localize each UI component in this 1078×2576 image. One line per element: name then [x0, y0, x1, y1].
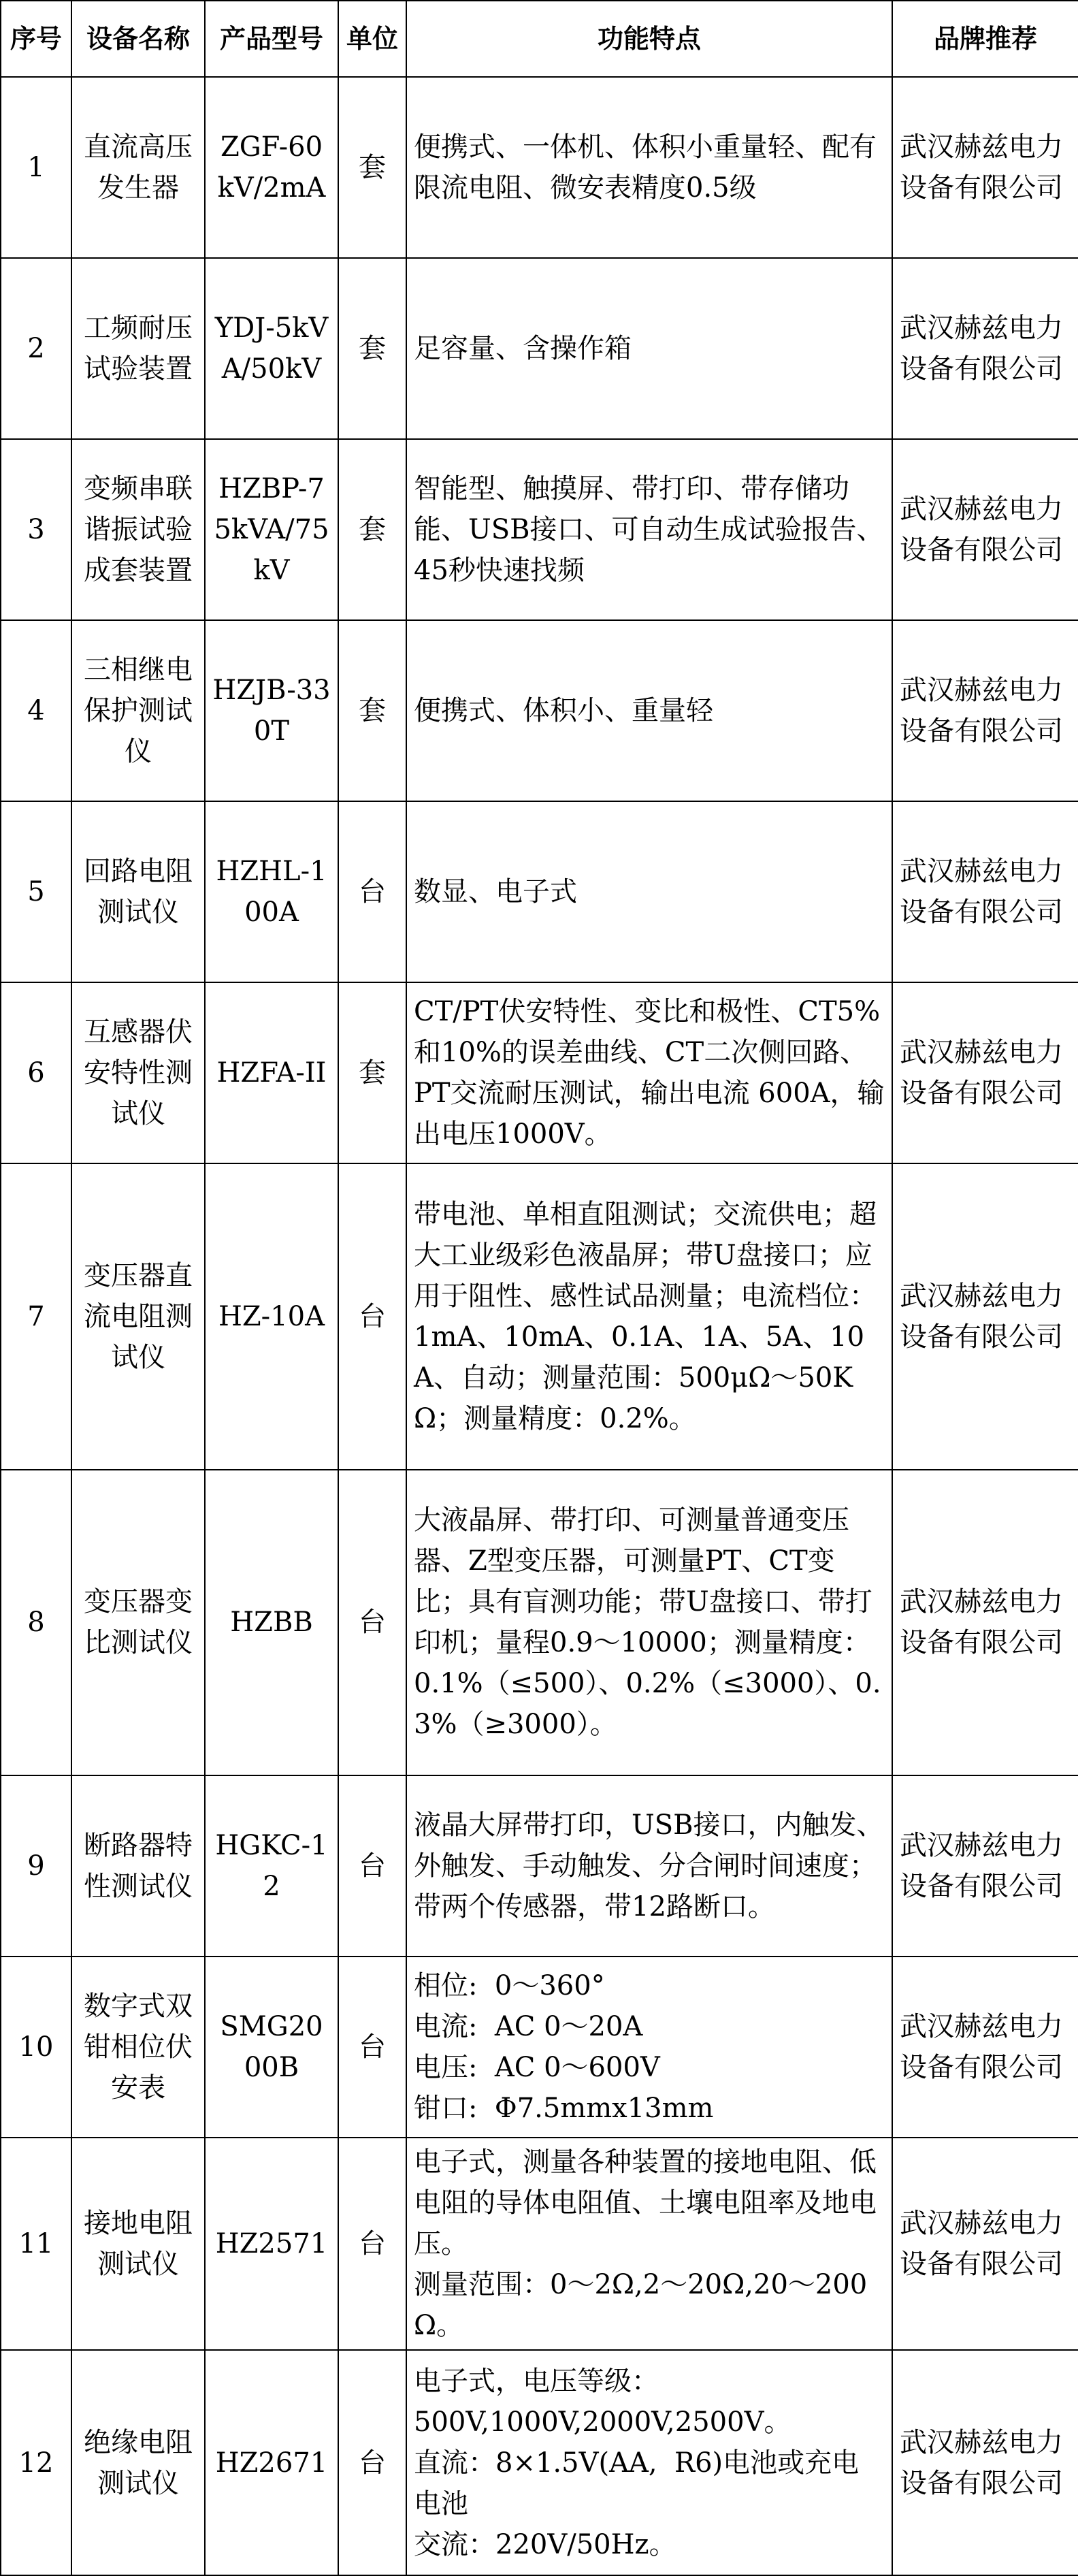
table-row — [1, 801, 1078, 982]
cell-brand: 武汉赫兹电力设备有限公司 — [892, 2138, 1078, 2350]
cell-brand: 武汉赫兹电力设备有限公司 — [892, 258, 1078, 439]
header-features: 功能特点 — [406, 1, 892, 77]
cell-brand: 武汉赫兹电力设备有限公司 — [892, 1470, 1078, 1775]
feature-line: 交流：220V/50Hz。 — [414, 2528, 676, 2560]
cell-features: 带电池、单相直阻测试；交流供电；超大工业级彩色液晶屏；带U盘接口；应用于阻性、感性试品测量；电流档位：1mA、10mA、0.1A、1A、5A、10A、自动；测量范围：500μΩ～50KΩ；测量精度：0.2%。 — [406, 1163, 892, 1469]
cell-no: 11 — [1, 2138, 71, 2350]
cell-no: 8 — [1, 1470, 71, 1775]
cell-unit: 台 — [338, 1470, 406, 1775]
cell-name: 变压器变比测试仪 — [71, 1470, 205, 1775]
cell-brand: 武汉赫兹电力设备有限公司 — [892, 1775, 1078, 1957]
table-row — [1, 982, 1078, 1163]
cell-name: 直流高压发生器 — [71, 77, 205, 258]
table-row — [1, 1957, 1078, 2138]
table-row — [1, 258, 1078, 439]
cell-name: 变压器直流电阻测试仪 — [71, 1163, 205, 1469]
cell-no: 4 — [1, 620, 71, 801]
table-row — [1, 620, 1078, 801]
cell-model: ZGF-60kV/2mA — [205, 77, 338, 258]
cell-no: 2 — [1, 258, 71, 439]
feature-line: 相位: 0～360° — [414, 1969, 605, 2001]
cell-no: 10 — [1, 1957, 71, 2138]
feature-line: 500V,1000V,2000V,2500V。 — [414, 2406, 791, 2438]
feature-line: 电压: AC 0～600V — [414, 2051, 660, 2083]
table-row — [1, 77, 1078, 258]
cell-unit: 台 — [338, 2350, 406, 2575]
cell-name: 工频耐压试验装置 — [71, 258, 205, 439]
table-body — [1, 77, 1078, 2575]
cell-features: 便携式、一体机、体积小重量轻、配有限流电阻、微安表精度0.5级 — [406, 77, 892, 258]
cell-features — [406, 2138, 892, 2350]
cell-brand: 武汉赫兹电力设备有限公司 — [892, 620, 1078, 801]
cell-no: 3 — [1, 439, 71, 620]
cell-name: 回路电阻测试仪 — [71, 801, 205, 982]
cell-features: 数显、电子式 — [406, 801, 892, 982]
feature-line: 钳口: Φ7.5mmx13mm — [414, 2092, 714, 2124]
table-row — [1, 1470, 1078, 1775]
cell-no: 12 — [1, 2350, 71, 2575]
cell-name: 绝缘电阻测试仪 — [71, 2350, 205, 2575]
cell-unit: 套 — [338, 258, 406, 439]
cell-unit: 台 — [338, 1163, 406, 1469]
table-row — [1, 1163, 1078, 1469]
cell-brand: 武汉赫兹电力设备有限公司 — [892, 77, 1078, 258]
cell-model: HZ2671 — [205, 2350, 338, 2575]
cell-unit: 套 — [338, 439, 406, 620]
table-row — [1, 1775, 1078, 1957]
cell-model: HZHL-100A — [205, 801, 338, 982]
cell-no: 6 — [1, 982, 71, 1163]
cell-features: 大液晶屏、带打印、可测量普通变压器、Z型变压器，可测量PT、CT变比；具有盲测功能；带U盘接口、带打印机；量程0.9～10000；测量精度：0.1%（≤500）、0.2%（≤3000）、0.3%（≥3000）。 — [406, 1470, 892, 1775]
cell-unit: 套 — [338, 982, 406, 1163]
feature-line: 直流：8×1.5V(AA, R6)电池或充电电池 — [414, 2447, 860, 2519]
cell-unit: 台 — [338, 2138, 406, 2350]
cell-unit: 台 — [338, 1957, 406, 2138]
cell-model: HZ2571 — [205, 2138, 338, 2350]
cell-brand: 武汉赫兹电力设备有限公司 — [892, 439, 1078, 620]
cell-model: HZJB-330T — [205, 620, 338, 801]
cell-no: 7 — [1, 1163, 71, 1469]
cell-features: CT/PT伏安特性、变比和极性、CT5% 和10%的误差曲线、CT二次侧回路、PT交流耐压测试，输出电流 600A，输出电压1000V。 — [406, 982, 892, 1163]
header-name: 设备名称 — [71, 1, 205, 77]
cell-brand: 武汉赫兹电力设备有限公司 — [892, 2350, 1078, 2575]
cell-brand: 武汉赫兹电力设备有限公司 — [892, 1957, 1078, 2138]
cell-brand: 武汉赫兹电力设备有限公司 — [892, 982, 1078, 1163]
feature-line: 电子式，测量各种装置的接地电阻、低电阻的导体电阻值、土壤电阻率及地电压。 — [414, 2146, 877, 2260]
cell-name: 三相继电保护测试仪 — [71, 620, 205, 801]
table-row — [1, 2138, 1078, 2350]
cell-unit: 台 — [338, 801, 406, 982]
header-brand: 品牌推荐 — [892, 1, 1078, 77]
cell-name: 断路器特性测试仪 — [71, 1775, 205, 1957]
header-no: 序号 — [1, 1, 71, 77]
cell-model: HZBB — [205, 1470, 338, 1775]
cell-brand: 武汉赫兹电力设备有限公司 — [892, 801, 1078, 982]
cell-model: SMG2000B — [205, 1957, 338, 2138]
cell-model: HZFA-II — [205, 982, 338, 1163]
cell-features: 便携式、体积小、重量轻 — [406, 620, 892, 801]
cell-name: 接地电阻测试仪 — [71, 2138, 205, 2350]
cell-features: 液晶大屏带打印，USB接口，内触发、外触发、手动触发、分合闸时间速度；带两个传感器，带12路断口。 — [406, 1775, 892, 1957]
feature-line: 电流: AC 0～20A — [414, 2010, 643, 2042]
feature-line: 测量范围：0～2Ω,2～20Ω,20～200Ω。 — [414, 2269, 868, 2342]
cell-unit: 台 — [338, 1775, 406, 1957]
cell-features: 智能型、触摸屏、带打印、带存储功能、USB接口、可自动生成试验报告、 45秒快速找频 — [406, 439, 892, 620]
cell-features — [406, 2350, 892, 2575]
cell-model: HZBP-75kVA/75kV — [205, 439, 338, 620]
cell-name: 数字式双钳相位伏安表 — [71, 1957, 205, 2138]
cell-model: HZ-10A — [205, 1163, 338, 1469]
cell-features — [406, 1957, 892, 2138]
header-unit: 单位 — [338, 1, 406, 77]
cell-name: 变频串联谐振试验成套装置 — [71, 439, 205, 620]
cell-features: 足容量、含操作箱 — [406, 258, 892, 439]
cell-name: 互感器伏安特性测试仪 — [71, 982, 205, 1163]
header-model: 产品型号 — [205, 1, 338, 77]
cell-no: 9 — [1, 1775, 71, 1957]
table-row — [1, 2350, 1078, 2575]
feature-line: 电子式，电压等级： — [414, 2365, 659, 2397]
cell-no: 5 — [1, 801, 71, 982]
header-row — [1, 1, 1078, 77]
cell-unit: 套 — [338, 77, 406, 258]
cell-brand: 武汉赫兹电力设备有限公司 — [892, 1163, 1078, 1469]
cell-model: YDJ-5kVA/50kV — [205, 258, 338, 439]
table-row — [1, 439, 1078, 620]
cell-model: HGKC-12 — [205, 1775, 338, 1957]
cell-unit: 套 — [338, 620, 406, 801]
cell-no: 1 — [1, 77, 71, 258]
